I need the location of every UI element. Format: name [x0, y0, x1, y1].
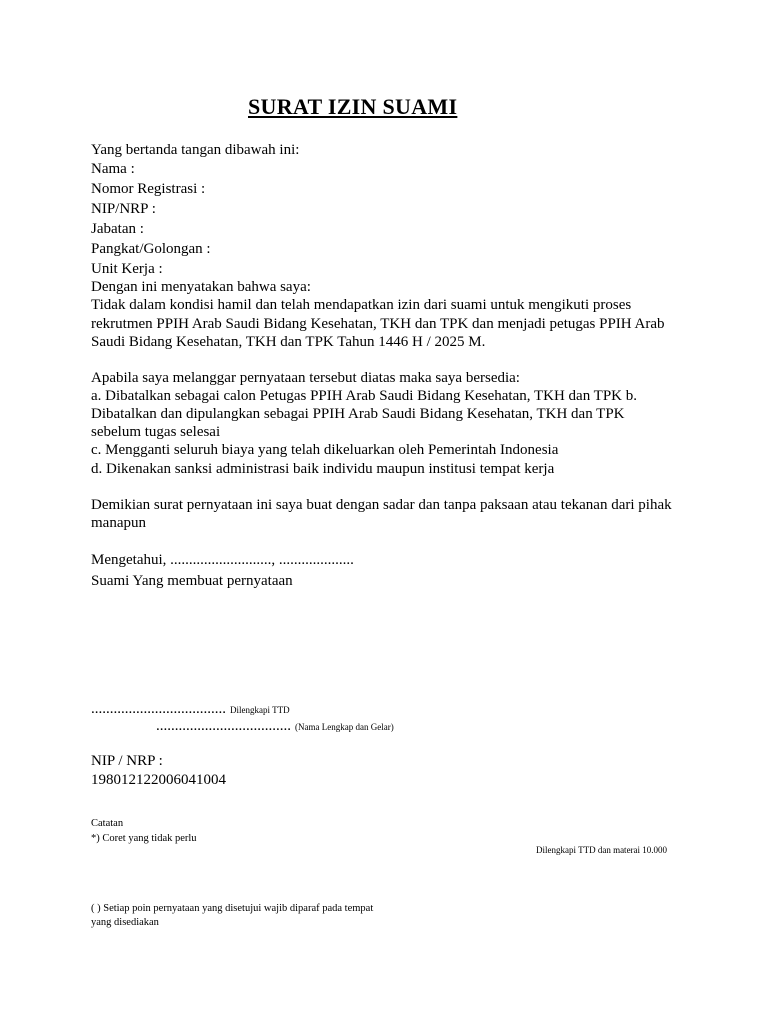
- coret-note: *) Coret yang tidak perlu: [91, 833, 197, 844]
- nip-label: NIP / NRP :: [91, 753, 163, 769]
- field-nip-nrp: NIP/NRP :: [91, 201, 156, 217]
- field-pangkat-golongan: Pangkat/Golongan :: [91, 241, 211, 257]
- name-note: (Nama Lengkap dan Gelar): [295, 722, 394, 732]
- signature-roles: Suami Yang membuat pernyataan: [91, 573, 293, 589]
- violation-line: d. Dikenakan sanksi administrasi baik individu maupun institusi tempat kerja: [91, 461, 555, 477]
- paraf-note-line: ( ) Setiap poin pernyataan yang disetujui wajib diparaf pada tempat: [91, 903, 374, 914]
- statement-line: Tidak dalam kondisi hamil dan telah mendapatkan izin dari suami untuk mengikuti proses: [91, 297, 632, 313]
- signature-line-2: [156, 717, 394, 735]
- field-nama: Nama :: [91, 161, 135, 177]
- materai-note: Dilengkapi TTD dan materai 10.000: [536, 845, 668, 855]
- signature-dots: ....................................: [156, 718, 291, 734]
- field-nomor-registrasi: Nomor Registrasi :: [91, 181, 206, 197]
- field-jabatan: Jabatan :: [91, 221, 144, 237]
- closing-line: manapun: [91, 515, 146, 531]
- signature-dots: ....................................: [91, 701, 226, 717]
- page-title: SURAT IZIN SUAMI: [248, 94, 458, 119]
- intro-text: Yang bertanda tangan dibawah ini:: [91, 142, 300, 158]
- signature-line-1: [91, 700, 290, 718]
- paraf-note-line: yang disediakan: [91, 917, 159, 928]
- ttd-note: Dilengkapi TTD: [230, 705, 290, 715]
- catatan-label: Catatan: [91, 818, 124, 829]
- statement-line: rekrutmen PPIH Arab Saudi Bidang Kesehatan, TKH dan TPK dan menjadi petugas PPIH Arab: [91, 316, 665, 332]
- statement-lead: Dengan ini menyatakan bahwa saya:: [91, 279, 311, 295]
- violation-line: Dibatalkan dan dipulangkan sebagai PPIH Arab Saudi Bidang Kesehatan, TKH dan TPK: [91, 406, 625, 422]
- statement-line: Saudi Bidang Kesehatan, TKH dan TPK Tahun 1446 H / 2025 M.: [91, 334, 486, 350]
- field-unit-kerja: Unit Kerja :: [91, 261, 163, 277]
- violation-lead: Apabila saya melanggar pernyataan tersebut diatas maka saya bersedia:: [91, 370, 520, 386]
- violation-line: c. Mengganti seluruh biaya yang telah dikeluarkan oleh Pemerintah Indonesia: [91, 442, 559, 458]
- nip-value: 198012122006041004: [91, 772, 226, 788]
- violation-line: sebelum tugas selesai: [91, 424, 221, 440]
- violation-line: a. Dibatalkan sebagai calon Petugas PPIH Arab Saudi Bidang Kesehatan, TKH dan TPK b.: [91, 388, 638, 404]
- mengetahui-line: Mengetahui, ..........................., ....................: [91, 552, 354, 568]
- closing-line: Demikian surat pernyataan ini saya buat dengan sadar dan tanpa paksaan atau tekanan dari pihak: [91, 497, 672, 513]
